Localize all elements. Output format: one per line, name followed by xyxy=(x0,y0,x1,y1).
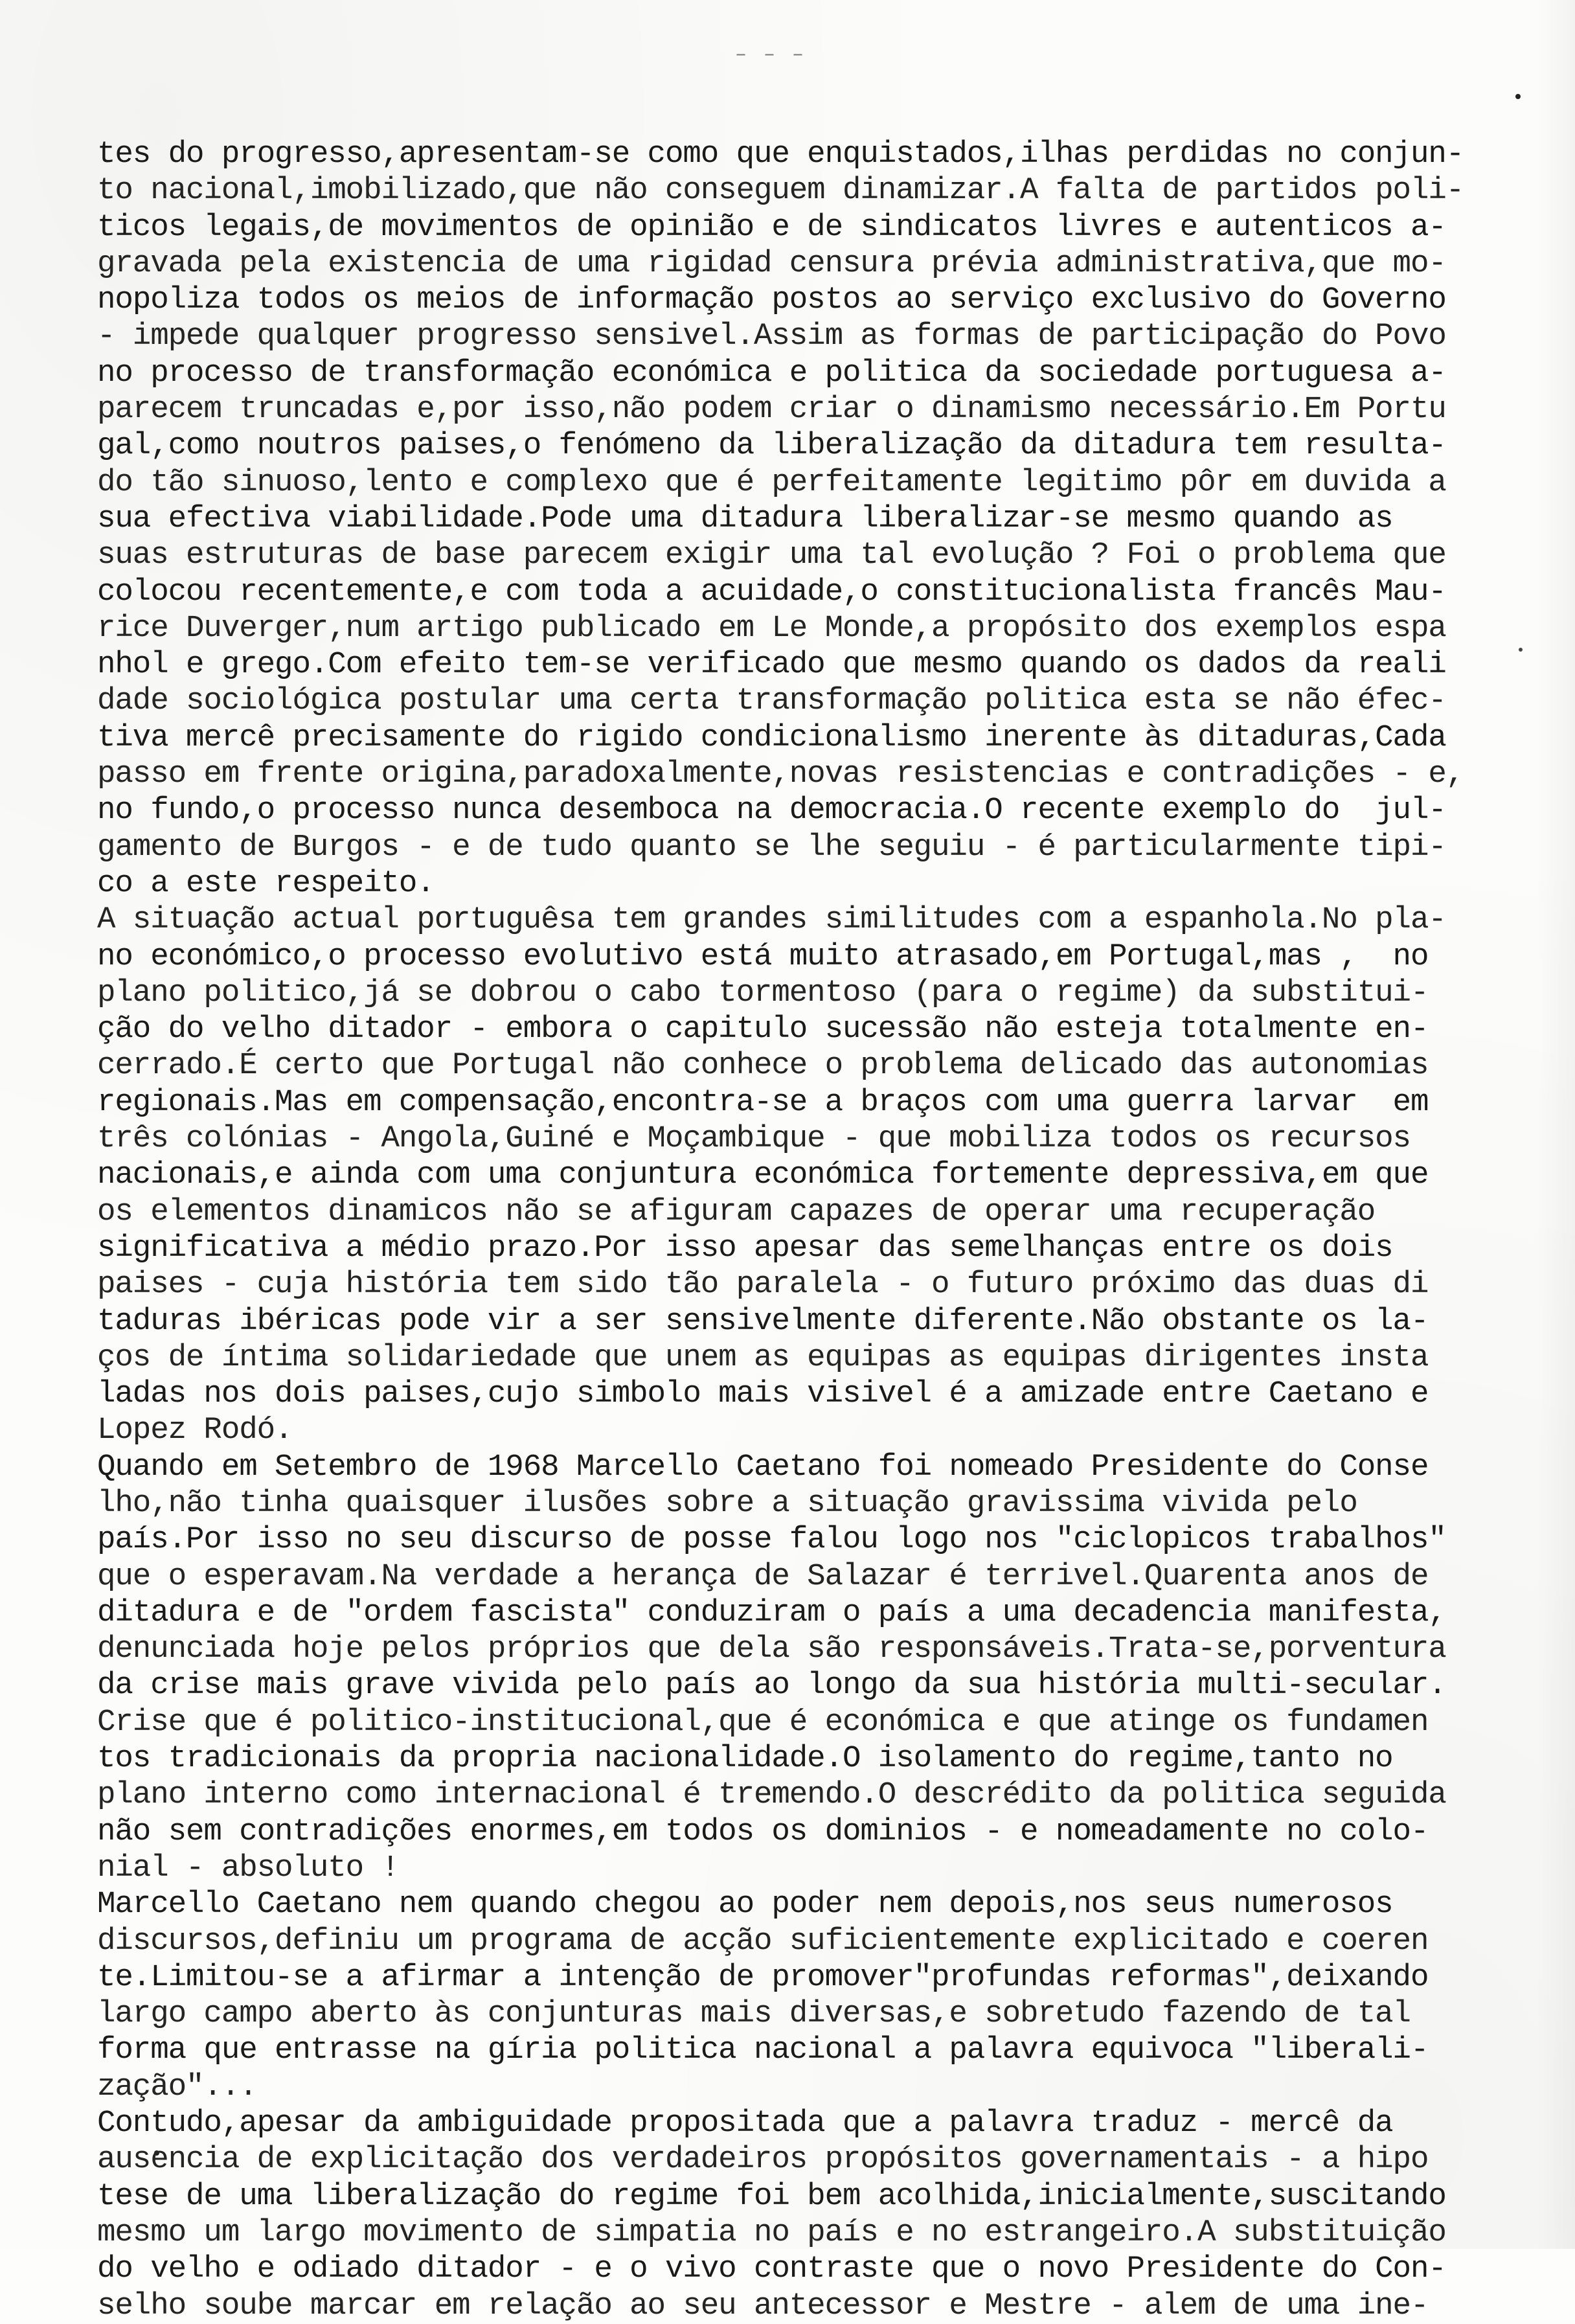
text-line: zação"... xyxy=(97,2069,257,2104)
text-line: do velho e odiado ditador - e o vivo contraste que o novo Presidente do Con- xyxy=(97,2251,1446,2287)
text-line: colocou recentemente,e com toda a acuidade,o constitucionalista francês Mau- xyxy=(97,574,1446,609)
text-line: nacionais,e ainda com uma conjuntura económica fortemente depressiva,em que xyxy=(97,1157,1429,1193)
text-line: dade sociológica postular uma certa transformação politica esta se não éfec- xyxy=(97,683,1446,719)
text-line: parecem truncadas e,por isso,não podem criar o dinamismo necessário.Em Portu xyxy=(97,392,1446,427)
text-line: não sem contradições enormes,em todos os dominios - e nomeadamente no colo- xyxy=(97,1814,1429,1849)
ink-dot xyxy=(1515,94,1521,99)
page-shadow xyxy=(1536,0,1575,2249)
text-line: tiva mercê precisamente do rigido condicionalismo inerente às ditaduras,Cada xyxy=(97,720,1446,755)
text-line: no económico,o processo evolutivo está muito atrasado,em Portugal,mas , no xyxy=(97,939,1429,974)
text-line: discursos,definiu um programa de acção suficientemente explicitado e coeren xyxy=(97,1923,1429,1959)
text-line: ços de íntima solidariedade que unem as equipas as equipas dirigentes insta xyxy=(97,1339,1429,1375)
text-line: gamento de Burgos - e de tudo quanto se lhe seguiu - é particularmente tipi- xyxy=(97,829,1446,865)
text-line: país.Por isso no seu discurso de posse falou logo nos "ciclopicos trabalhos" xyxy=(97,1522,1446,1558)
text-line: Marcello Caetano nem quando chegou ao poder nem depois,nos seus numerosos xyxy=(97,1887,1393,1922)
text-line: plano politico,já se dobrou o cabo tormentoso (para o regime) da substitui- xyxy=(97,975,1429,1010)
text-line: que o esperavam.Na verdade a herança de Salazar é terrivel.Quarenta anos de xyxy=(97,1558,1429,1594)
text-line: Lopez Rodó. xyxy=(97,1413,293,1448)
text-line: selho soube marcar em relação ao seu antecessor e Mestre - alem de uma ine- xyxy=(97,2288,1429,2323)
text-line: ditadura e de "ordem fascista" conduziram o país a uma decadencia manifesta, xyxy=(97,1595,1446,1630)
ink-dot xyxy=(1519,648,1523,652)
text-line: do tão sinuoso,lento e complexo que é perfeitamente legitimo pôr em duvida a xyxy=(97,464,1446,500)
text-line: nhol e grego.Com efeito tem-se verificado que mesmo quando os dados da reali xyxy=(97,647,1446,683)
text-line: - impede qualquer progresso sensivel.Assim as formas de participação do Povo xyxy=(97,319,1446,354)
text-line: gravada pela existencia de uma rigidad censura prévia administrativa,que mo- xyxy=(97,245,1446,281)
text-line: tos tradicionais da propria nacionalidade.O isolamento do regime,tanto no xyxy=(97,1741,1393,1777)
text-line: Crise que é politico-institucional,que é económica e que atinge os fundamen xyxy=(97,1704,1429,1740)
text-line: to nacional,imobilizado,que não conseguem dinamizar.A falta de partidos poli- xyxy=(97,173,1464,209)
text-line: denunciada hoje pelos próprios que dela são responsáveis.Trata-se,porventura xyxy=(97,1632,1446,1667)
text-line: sua efectiva viabilidade.Pode uma ditadura liberalizar-se mesmo quando as xyxy=(97,501,1393,536)
text-line: três colónias - Angola,Guiné e Moçambique - que mobiliza todos os recursos xyxy=(97,1121,1411,1157)
text-line: tes do progresso,apresentam-se como que enquistados,ilhas perdidas no conjun- xyxy=(97,137,1464,172)
text-line: da crise mais grave vivida pelo país ao longo da sua história multi-secular. xyxy=(97,1668,1446,1703)
header-mark: – – – xyxy=(734,44,806,66)
text-line: plano interno como internacional é tremendo.O descrédito da politica seguida xyxy=(97,1777,1446,1813)
text-line: ção do velho ditador - embora o capitulo sucessão não esteja totalmente en- xyxy=(97,1012,1429,1047)
text-line: nial - absoluto ! xyxy=(97,1850,399,1885)
text-line: nopoliza todos os meios de informação postos ao serviço exclusivo do Governo xyxy=(97,282,1446,318)
text-line: no fundo,o processo nunca desemboca na democracia.O recente exemplo do jul- xyxy=(97,793,1446,828)
text-line: significativa a médio prazo.Por isso apesar das semelhanças entre os dois xyxy=(97,1230,1393,1266)
text-line: suas estruturas de base parecem exigir uma tal evolução ? Foi o problema que xyxy=(97,538,1446,573)
typewritten-text xyxy=(97,136,1502,2324)
text-line: Contudo,apesar da ambiguidade propositada que a palavra traduz - mercê da xyxy=(97,2106,1393,2141)
text-line: ticos legais,de movimentos de opinião e de sindicatos livres e autenticos a- xyxy=(97,209,1446,245)
text-line: no processo de transformação económica e politica da sociedade portuguesa a- xyxy=(97,355,1446,391)
text-line: gal,como noutros paises,o fenómeno da liberalização da ditadura tem resulta- xyxy=(97,428,1446,464)
text-line: paises - cuja história tem sido tão paralela - o futuro próximo das duas di xyxy=(97,1267,1429,1303)
text-line: ausencia de explicitação dos verdadeiros propósitos governamentais - a hipo xyxy=(97,2142,1429,2178)
text-line: forma que entrasse na gíria politica nacional a palavra equivoca "liberali- xyxy=(97,2033,1429,2068)
text-line: cerrado.É certo que Portugal não conhece o problema delicado das autonomias xyxy=(97,1048,1429,1084)
text-line: A situação actual portuguêsa tem grandes similitudes com a espanhola.No pla- xyxy=(97,902,1446,938)
text-line: ladas nos dois paises,cujo simbolo mais visivel é a amizade entre Caetano e xyxy=(97,1376,1429,1412)
text-line: mesmo um largo movimento de simpatia no país e no estrangeiro.A substituição xyxy=(97,2215,1446,2250)
text-line: os elementos dinamicos não se afiguram capazes de operar uma recuperação xyxy=(97,1194,1376,1229)
text-line: Quando em Setembro de 1968 Marcello Caetano foi nomeado Presidente do Conse xyxy=(97,1449,1429,1485)
text-line: lho,não tinha quaisquer ilusões sobre a situação gravissima vivida pelo xyxy=(97,1485,1357,1521)
text-line: regionais.Mas em compensação,encontra-se a braços com uma guerra larvar em xyxy=(97,1084,1429,1120)
text-line: tese de uma liberalização do regime foi bem acolhida,inicialmente,suscitando xyxy=(97,2178,1446,2214)
text-line: te.Limitou-se a afirmar a intenção de promover"profundas reformas",deixando xyxy=(97,1959,1429,1995)
text-line: largo campo aberto às conjunturas mais diversas,e sobretudo fazendo de tal xyxy=(97,1996,1411,2032)
text-line: passo em frente origina,paradoxalmente,novas resistencias e contradições - e, xyxy=(97,757,1464,792)
text-line: co a este respeito. xyxy=(97,865,435,901)
text-line: taduras ibéricas pode vir a ser sensivelmente diferente.Não obstante os la- xyxy=(97,1303,1429,1339)
text-line: rice Duverger,num artigo publicado em Le Monde,a propósito dos exemplos espa xyxy=(97,610,1446,646)
